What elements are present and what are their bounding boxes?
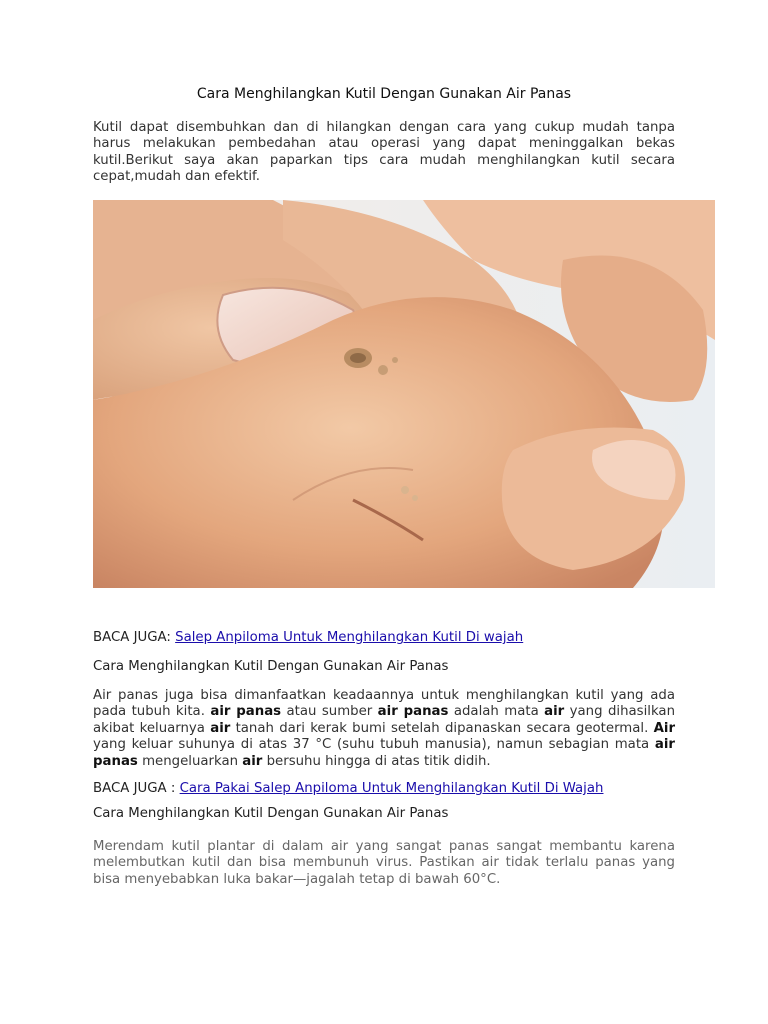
text-run: yang keluar suhunya di atas 37 °C (suhu tubuh manusia), namun sebagian mata: [93, 737, 655, 753]
read-also-label-2: BACA JUGA :: [93, 781, 176, 796]
body-paragraph-soak: Merendam kutil plantar di dalam air yang sangat panas sangat membantu karena melembutkan kutil dan bisa membunuh virus. Pastikan air tidak terlalu panas yang bisa menyebabkan luka bakar—jagalah tetap di bawah 60°C.: [93, 839, 675, 887]
bold-keyword: air panas: [93, 737, 675, 769]
bold-keyword: air panas: [377, 704, 449, 720]
text-run: yang dihasilkan akibat keluarnya: [93, 704, 676, 736]
page-title: Cara Menghilangkan Kutil Dengan Gunakan Air Panas: [196, 86, 572, 102]
text-run: atau sumber: [281, 704, 378, 720]
read-also-link-2[interactable]: Cara Pakai Salep Anpiloma Untuk Menghilangkan Kutil Di Wajah: [179, 781, 604, 796]
bold-keyword: air: [544, 704, 565, 720]
text-run: bersuhu hingga di atas titik didih.: [262, 753, 491, 769]
body-paragraph-hot-water: [93, 688, 675, 770]
subtitle-1: Cara Menghilangkan Kutil Dengan Gunakan Air Panas: [93, 659, 449, 674]
text-run: Air panas juga bisa dimanfaatkan keadaannya untuk menghilangkan kutil yang ada pada tubuh kita.: [93, 688, 675, 720]
bold-keyword: air: [242, 753, 263, 769]
bold-keyword: Air: [653, 720, 675, 736]
text-run: mengeluarkan: [137, 753, 243, 769]
subtitle-2: Cara Menghilangkan Kutil Dengan Gunakan Air Panas: [93, 806, 449, 821]
read-also-label-1: BACA JUGA:: [93, 630, 171, 645]
bold-keyword: air: [210, 720, 231, 736]
foot-wart-photo: [93, 200, 715, 588]
read-also-1: [93, 630, 523, 645]
intro-paragraph: Kutil dapat disembuhkan dan di hilangkan dengan cara yang cukup mudah tanpa harus melakukan pembedahan atau operasi yang dapat meninggalkan bekas kutil.Berikut saya akan paparkan tips cara mudah menghilangkan kutil secara cepat,mudah dan efektif.: [93, 120, 675, 185]
text-run: tanah dari kerak bumi setelah dipanaskan secara geotermal.: [230, 720, 654, 736]
read-also-2: [93, 781, 603, 796]
text-run: adalah mata: [448, 704, 545, 720]
bold-keyword: air panas: [210, 704, 282, 720]
read-also-link-1[interactable]: Salep Anpiloma Untuk Menghilangkan Kutil Di wajah: [175, 630, 524, 645]
